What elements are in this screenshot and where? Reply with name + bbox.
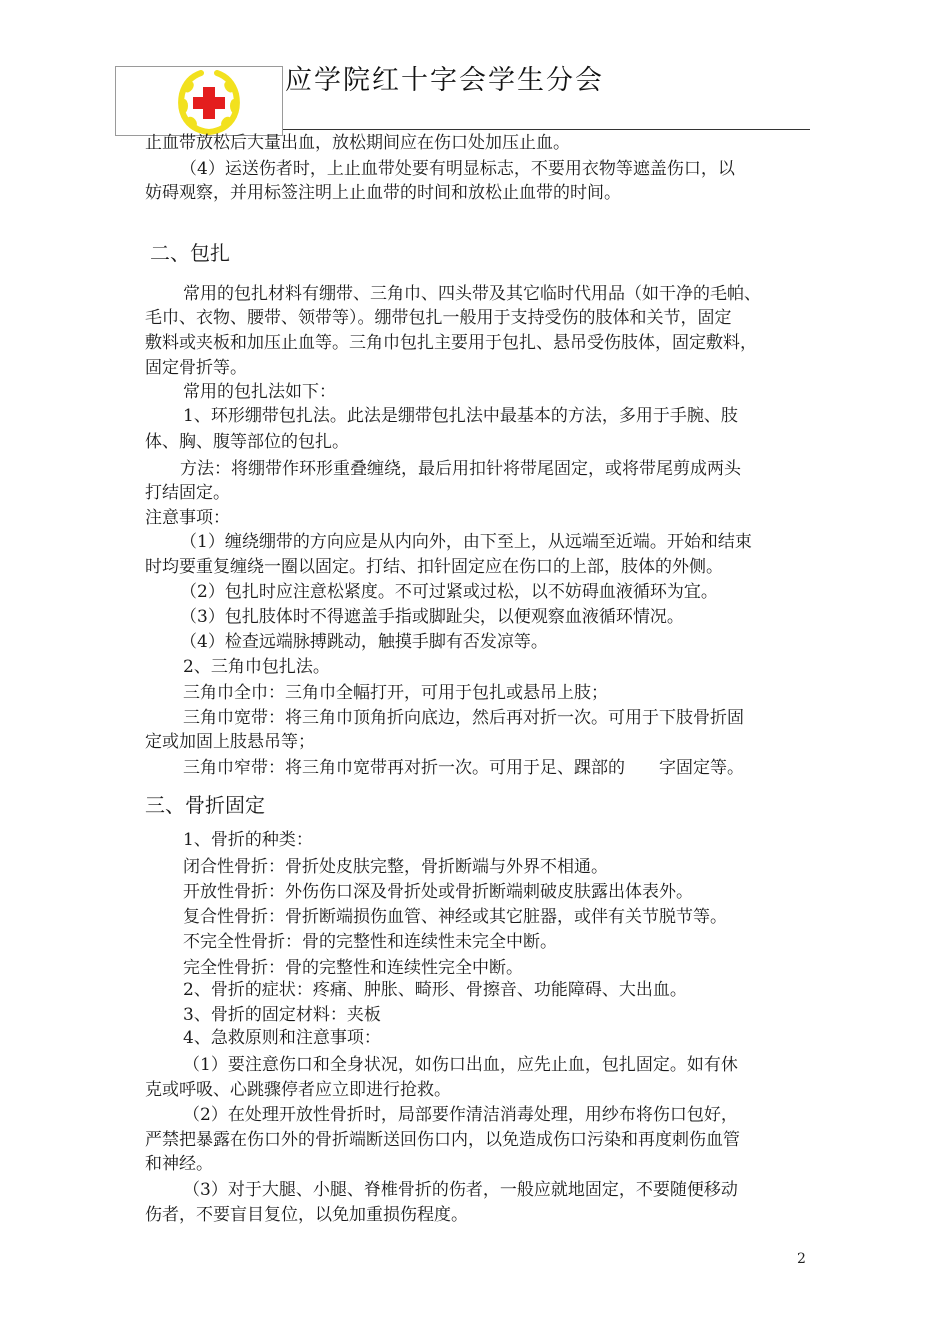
section-heading-fracture-fixation: 三、骨折固定: [145, 793, 265, 817]
header-title: 应学院红十字会学生分会: [285, 65, 604, 96]
body-line: 和神经。: [145, 1154, 213, 1174]
body-line: 三角巾窄带：将三角巾宽带再对折一次。可用于足、踝部的 字固定等。: [183, 758, 744, 778]
body-line: 打结固定。: [145, 483, 230, 503]
body-line: （3）对于大腿、小腿、脊椎骨折的伤者，一般应就地固定，不要随便移动: [183, 1180, 738, 1200]
body-line: 不完全性骨折：骨的完整性和连续性未完全中断。: [183, 932, 557, 952]
body-line: （1）缠绕绷带的方向应是从内向外，由下至上，从远端至近端。开始和结束: [180, 532, 752, 552]
body-line: （3）包扎肢体时不得遮盖手指或脚趾尖，以便观察血液循环情况。: [180, 607, 684, 627]
body-line: 注意事项：: [145, 508, 230, 528]
body-line: 定或加固上肢悬吊等；: [145, 732, 315, 752]
body-line: 复合性骨折：骨折断端损伤血管、神经或其它脏器，或伴有关节脱节等。: [183, 907, 727, 927]
body-line: 闭合性骨折：骨折处皮肤完整，骨折断端与外界不相通。: [183, 857, 608, 877]
body-line: 1、环形绷带包扎法。此法是绷带包扎法中最基本的方法，多用于手腕、肢: [183, 406, 738, 426]
body-line: （4）检查远端脉搏跳动，触摸手脚有否发凉等。: [180, 632, 548, 652]
body-line: 固定骨折等。: [145, 358, 247, 378]
header-rule: [283, 129, 810, 130]
body-line: 体、胸、腹等部位的包扎。: [145, 432, 349, 452]
body-line: 4、急救原则和注意事项：: [183, 1028, 381, 1048]
body-line: 毛巾、衣物、腰带、领带等）。绷带包扎一般用于支持受伤的肢体和关节，固定: [145, 308, 732, 328]
body-line: （2）在处理开放性骨折时，局部要作清洁消毒处理，用纱布将伤口包好，: [183, 1105, 738, 1125]
body-line: 三角巾全巾：三角巾全幅打开，可用于包扎或悬吊上肢；: [183, 683, 608, 703]
body-line: （2）包扎时应注意松紧度。不可过紧或过松，以不妨碍血液循环为宜。: [180, 582, 718, 602]
body-line: 常用的包扎法如下：: [183, 382, 336, 402]
body-line: 2、骨折的症状：疼痛、肿胀、畸形、骨擦音、功能障碍、大出血。: [183, 980, 687, 1000]
body-line: 3、骨折的固定材料：夹板: [183, 1005, 381, 1025]
body-line: 常用的包扎材料有绷带、三角巾、四头带及其它临时代用品（如干净的毛帕、: [183, 284, 761, 304]
body-line: 严禁把暴露在伤口外的骨折端断送回伤口内，以免造成伤口污染和再度刺伤血管: [145, 1130, 740, 1150]
body-line: （4）运送伤者时，上止血带处要有明显标志，不要用衣物等遮盖伤口，以: [180, 159, 735, 179]
body-line: 2、三角巾包扎法。: [183, 657, 330, 677]
body-line: 方法：将绷带作环形重叠缠绕，最后用扣针将带尾固定，或将带尾剪成两头: [180, 459, 741, 479]
logo-box: [115, 66, 283, 136]
page-number: 2: [797, 1251, 806, 1267]
body-line: 伤者，不要盲目复位，以免加重损伤程度。: [145, 1205, 468, 1225]
body-line: 三角巾宽带：将三角巾顶角折向底边，然后再对折一次。可用于下肢骨折固: [183, 708, 744, 728]
body-line: 开放性骨折：外伤伤口深及骨折处或骨折断端刺破皮肤露出体表外。: [183, 882, 693, 902]
body-line: 敷料或夹板和加压止血等。三角巾包扎主要用于包扎、悬吊受伤肢体，固定敷料，: [145, 333, 757, 353]
body-line: 1、骨折的种类：: [183, 830, 313, 850]
body-line: 止血带放松后大量出血，放松期间应在伤口处加压止血。: [145, 133, 570, 153]
body-line: （1）要注意伤口和全身状况，如伤口出血，应先止血，包扎固定。如有休: [183, 1055, 738, 1075]
body-line: 克或呼吸、心跳骤停者应立即进行抢救。: [145, 1080, 451, 1100]
body-line: 妨碍观察，并用标签注明上止血带的时间和放松止血带的时间。: [145, 183, 621, 203]
red-cross-logo-icon: [176, 70, 242, 136]
body-line: 完全性骨折：骨的完整性和连续性完全中断。: [183, 958, 523, 978]
section-heading-bandaging: 二、包扎: [150, 241, 230, 265]
body-line: 时均要重复缠绕一圈以固定。打结、扣针固定应在伤口的上部，肢体的外侧。: [145, 557, 723, 577]
